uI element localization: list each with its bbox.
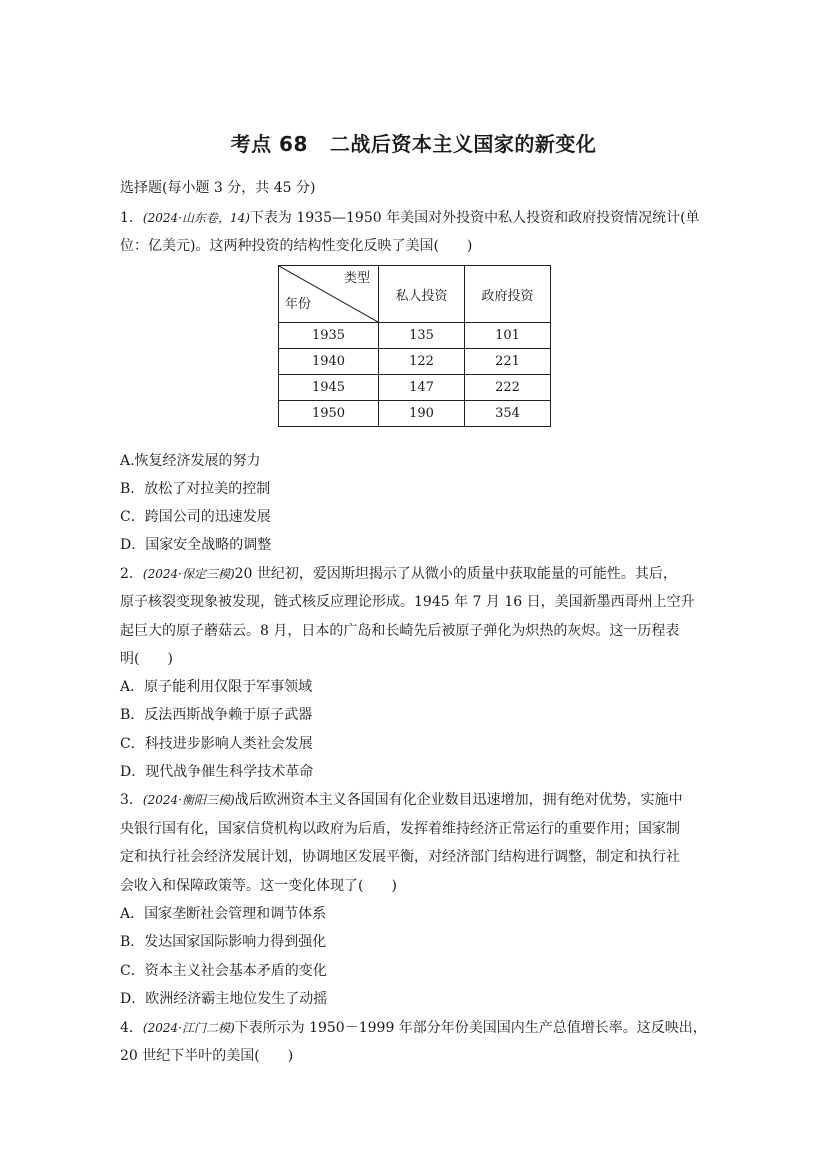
cell-private: 135 xyxy=(379,323,465,349)
cell-private: 190 xyxy=(379,401,465,427)
q1-option-d: D．国家安全战略的调整 xyxy=(120,537,272,553)
q3-source: (2024·衡阳三模) xyxy=(142,793,235,807)
q3-line-1 xyxy=(120,790,720,810)
q1-option-c: C．跨国公司的迅速发展 xyxy=(120,509,271,525)
cell-government: 101 xyxy=(465,323,551,349)
section-heading: 选择题(每小题 3 分，共 45 分) xyxy=(120,180,316,196)
cell-government: 354 xyxy=(465,401,551,427)
table-header-row xyxy=(279,266,551,323)
q2-option-a: A．原子能利用仅限于军事领域 xyxy=(120,679,313,695)
title-number: 考点 68 xyxy=(230,132,308,156)
corner-year-label: 年份 xyxy=(285,297,312,312)
q4-source: (2024·江门二模) xyxy=(142,1021,235,1035)
q2-text-1: 20 世纪初，爱因斯坦揭示了从微小的质量中获取能量的可能性。其后， xyxy=(234,566,677,582)
q4-number: 4． xyxy=(120,1020,143,1036)
col-header-private: 私人投资 xyxy=(379,266,465,323)
q3-number: 3． xyxy=(120,792,143,808)
q2-option-c: C．科技进步影响人类社会发展 xyxy=(120,736,313,752)
q2-line-3: 起巨大的原子蘑菇云。8 月，日本的广岛和长崎先后被原子弹化为炽热的灰烬。这一历程表 xyxy=(120,623,680,639)
q1-number: 1． xyxy=(120,210,143,226)
q2-option-d: D．现代战争催生科学技术革命 xyxy=(120,764,314,780)
q3-text-1: 战后欧洲资本主义各国国有化企业数目迅速增加，拥有绝对优势，实施中 xyxy=(234,792,683,808)
cell-government: 222 xyxy=(465,375,551,401)
q1-line-2: 位：亿美元)。这两种投资的结构性变化反映了美国( ) xyxy=(120,238,473,254)
q3-option-d: D．欧洲经济霸主地位发生了动摇 xyxy=(120,991,328,1007)
cell-private: 122 xyxy=(379,349,465,375)
table-row xyxy=(279,401,551,427)
q2-line-2: 原子核裂变现象被发现，链式核反应理论形成。1945 年 7 月 16 日，美国新墨西哥州上空升 xyxy=(120,594,695,610)
page-title xyxy=(0,128,827,157)
cell-year: 1945 xyxy=(279,375,379,401)
cell-private: 147 xyxy=(379,375,465,401)
title-text: 二战后资本主义国家的新变化 xyxy=(329,132,597,156)
q1-source: (2024·山东卷，14) xyxy=(142,211,250,225)
q2-source: (2024·保定三模) xyxy=(142,567,235,581)
q3-line-2: 央银行国有化，国家信贷机构以政府为后盾，发挥着维持经济正常运行的重要作用；国家制 xyxy=(120,821,680,837)
cell-year: 1950 xyxy=(279,401,379,427)
q1-option-a: A.恢复经济发展的努力 xyxy=(120,453,261,469)
q3-option-c: C．资本主义社会基本矛盾的变化 xyxy=(120,963,327,979)
table-row xyxy=(279,349,551,375)
q3-option-a: A．国家垄断社会管理和调节体系 xyxy=(120,906,327,922)
q3-line-4: 会收入和保障政策等。这一变化体现了( ) xyxy=(120,878,397,894)
q4-text-1: 下表所示为 1950－1999 年部分年份美国国内生产总值增长率。这反映出， xyxy=(234,1020,707,1036)
cell-government: 221 xyxy=(465,349,551,375)
q2-number: 2． xyxy=(120,566,143,582)
q4-line-2: 20 世纪下半叶的美国( ) xyxy=(120,1048,294,1064)
corner-type-label: 类型 xyxy=(343,271,370,286)
col-header-government: 政府投资 xyxy=(465,266,551,323)
cell-year: 1940 xyxy=(279,349,379,375)
q2-option-b: B．反法西斯战争赖于原子武器 xyxy=(120,707,313,723)
q1-option-b: B．放松了对拉美的控制 xyxy=(120,481,271,497)
cell-year: 1935 xyxy=(279,323,379,349)
table-corner-cell xyxy=(279,266,379,323)
table-row xyxy=(279,375,551,401)
q2-line-4: 明( ) xyxy=(120,651,173,667)
table-row xyxy=(279,323,551,349)
q4-line-1 xyxy=(120,1018,720,1038)
q2-line-1 xyxy=(120,564,720,584)
q3-option-b: B．发达国家国际影响力得到强化 xyxy=(120,934,327,950)
investment-table xyxy=(278,265,551,427)
q1-line-1 xyxy=(120,208,720,228)
q1-text-1: 下表为 1935—1950 年美国对外投资中私人投资和政府投资情况统计(单 xyxy=(249,210,700,226)
q3-line-3: 定和执行社会经济发展计划，协调地区发展平衡，对经济部门结构进行调整，制定和执行社 xyxy=(120,849,680,865)
